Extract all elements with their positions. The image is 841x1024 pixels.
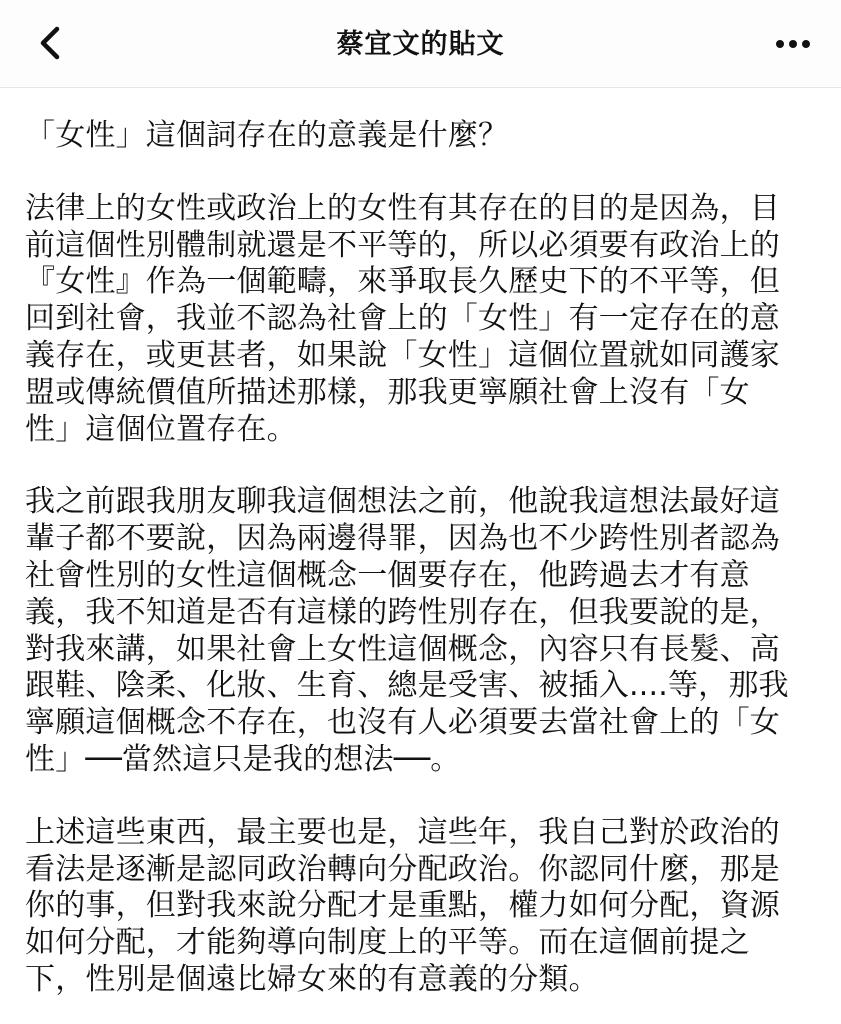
more-horizontal-icon bbox=[775, 39, 811, 49]
page-title: 蔡宜文的貼文 bbox=[336, 29, 505, 60]
more-options-button[interactable] bbox=[771, 26, 815, 62]
post-body bbox=[25, 118, 805, 1018]
post-paragraph: 我之前跟我朋友聊我這個想法之前，他說我這想法最好這 輩子都不要說，因為兩邊得罪，因為也不少跨性別者認為 社會性別的女性這個概念一個要存在，他跨過去才有意 義，我不知道是否有這樣的跨性別存在，但我要說的是， 對我來講，如果社會上女性這個概念，內容只有長髮、高 跟鞋、陰柔、化妝、生育、總是受害、被插入....等，那我 寧願這個概念不存在，也沒有人必須要去當社會上的「女 性」──當然這只是我的想法──。 bbox=[25, 484, 789, 777]
top-navigation-bar bbox=[0, 0, 841, 88]
post-paragraph: 上述這些東西，最主要也是，這些年，我自己對於政治的 看法是逐漸是認同政治轉向分配政治。你認同什麼，那是 你的事，但對我來說分配才是重點，權力如何分配，資源 如何分配，才能夠導向制度上的平等。而在這個前提之 下，性別是個遠比婦女來的有意義的分類。 bbox=[25, 814, 780, 997]
post-paragraph: 「女性」這個詞存在的意義是什麼？ bbox=[25, 118, 509, 153]
post-paragraph: 法律上的女性或政治上的女性有其存在的目的是因為，目 前這個性別體制就還是不平等的，所以必須要有政治上的 『女性』作為一個範疇，來爭取長久歷史下的不平等，但 回到社會，我並不認為社會上的「女性」有一定存在的意 義存在，或更甚者，如果說「女性」這個位置就如同護家 盟或傳統價值所描述那樣，那我更寧願社會上沒有「女 性」這個位置存在。 bbox=[25, 190, 780, 447]
